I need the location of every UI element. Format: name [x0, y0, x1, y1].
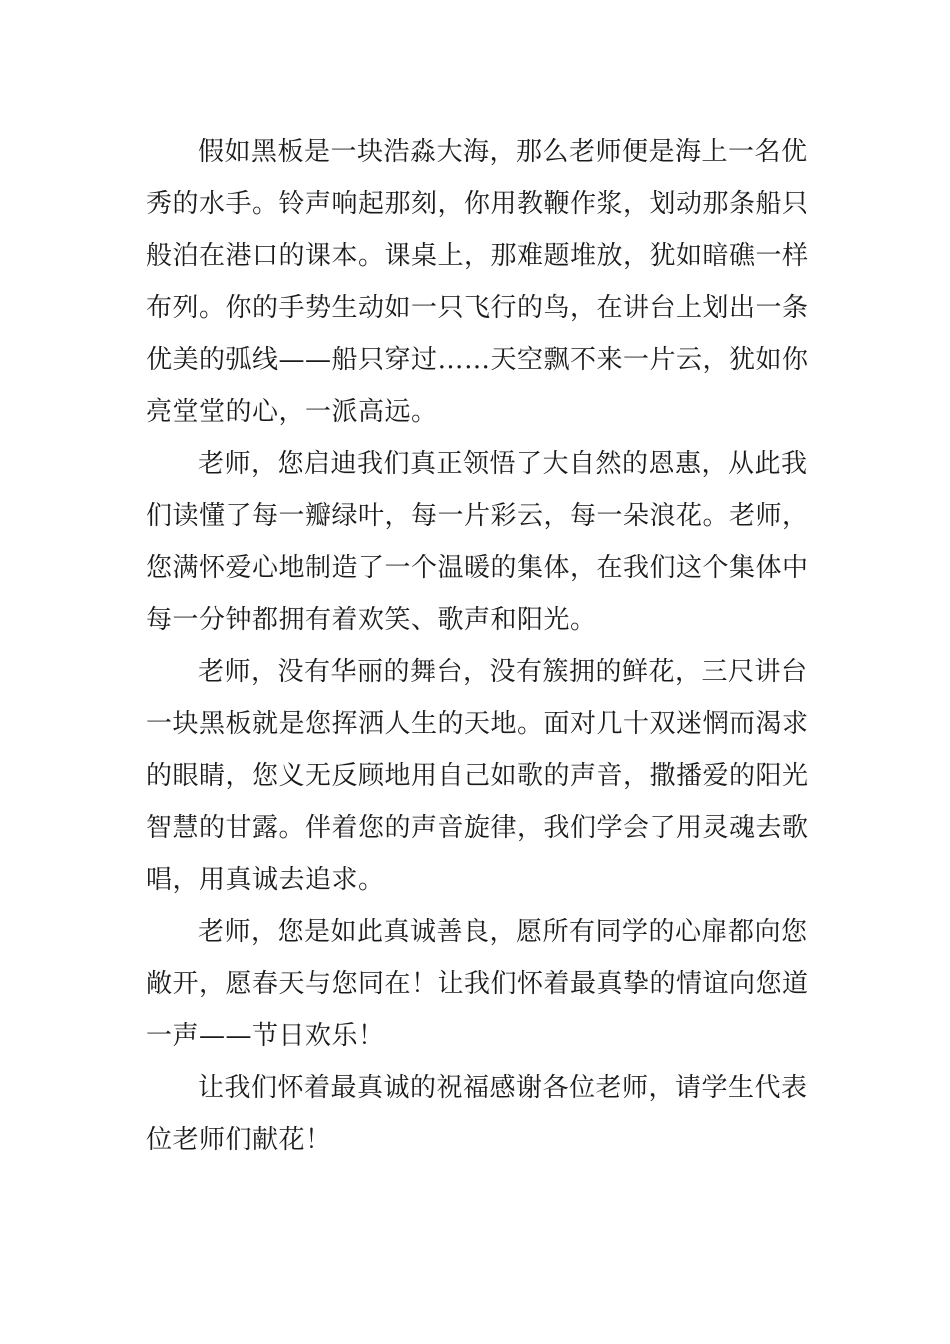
- text-line: 般泊在港口的课本。课桌上，那难题堆放，犹如暗礁一样: [146, 241, 809, 271]
- text-line: 老师，没有华丽的舞台，没有簇拥的鲜花，三尺讲台: [198, 657, 808, 687]
- text-line: 的眼睛，您义无反顾地用自己如歌的声音，撒播爱的阳光: [146, 761, 809, 791]
- text-line: 敞开，愿春天与您同在！让我们怀着最真挚的情谊向您道: [146, 969, 809, 999]
- text-line: 位老师们献花！: [146, 1125, 332, 1155]
- text-line: 布列。你的手势生动如一只飞行的鸟，在讲台上划出一条: [146, 293, 809, 323]
- text-line: 亮堂堂的心，一派高远。: [146, 397, 438, 427]
- text-line: 让我们怀着最真诚的祝福感谢各位老师，请学生代表: [198, 1073, 808, 1103]
- text-line: 唱，用真诚去追求。: [146, 865, 385, 895]
- text-line: 一声——节日欢乐！: [146, 1021, 385, 1051]
- text-line: 老师，您启迪我们真正领悟了大自然的恩惠，从此我: [198, 449, 808, 479]
- paragraph-4: [146, 906, 809, 1062]
- paragraph-1: [146, 126, 809, 438]
- text-line: 秀的水手。铃声响起那刻，你用教鞭作浆，划动那条船只: [146, 189, 809, 219]
- text-line: 老师，您是如此真诚善良，愿所有同学的心扉都向您: [198, 917, 808, 947]
- text-line: 智慧的甘露。伴着您的声音旋律，我们学会了用灵魂去歌: [146, 813, 809, 843]
- text-line: 们读懂了每一瓣绿叶，每一片彩云，每一朵浪花。老师，: [146, 501, 809, 531]
- text-line: 您满怀爱心地制造了一个温暖的集体，在我们这个集体中: [146, 553, 809, 583]
- paragraph-3: [146, 646, 809, 906]
- text-line: 优美的弧线——船只穿过……天空飘不来一片云，犹如你: [146, 345, 809, 375]
- body-text: [146, 126, 809, 1166]
- text-line: 一块黑板就是您挥洒人生的天地。面对几十双迷惘而渴求: [146, 709, 809, 739]
- paragraph-2: [146, 438, 809, 646]
- paragraph-5: [146, 1062, 806, 1166]
- text-line: 假如黑板是一块浩淼大海，那么老师便是海上一名优: [198, 137, 808, 167]
- text-line: 每一分钟都拥有着欢笑、歌声和阳光。: [146, 605, 597, 635]
